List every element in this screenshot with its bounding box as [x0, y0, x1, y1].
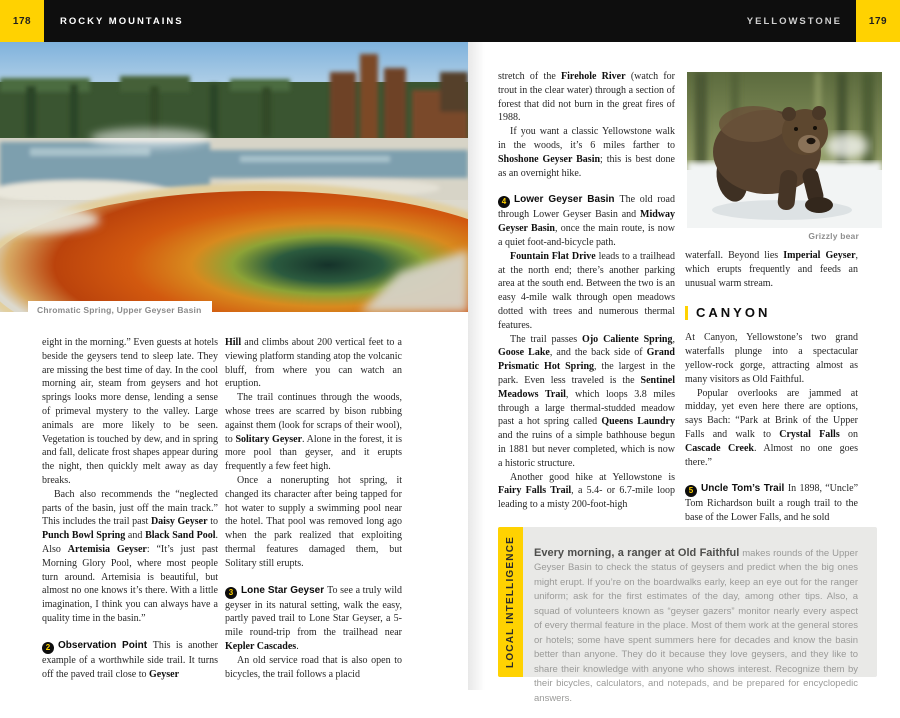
right-section-title: YELLOWSTONE: [746, 15, 842, 27]
left-page-number: 178: [0, 0, 44, 42]
photo-caption: Chromatic Spring, Upper Geyser Basin: [28, 301, 212, 320]
chromatic-spring-photo: [0, 42, 468, 312]
paragraph: eight in the morning.” Even guests at hotels beside the geysers tend to sleep late. They are missing the best time of day. In the cool morning air, steam from geysers and hot springs looks more dense, lending a sense of primeval mystery to the valley. Large animals are more likely to be seen. Vegetation is touched by dew, and in spring and fall, delicate frost shapes appear during the night, then quickly melt away as day breaks.: [42, 337, 218, 486]
page-header: [0, 0, 900, 42]
local-intelligence-strip: [498, 527, 523, 677]
entry-title: Lone Star Geyser: [241, 584, 328, 596]
local-intelligence-box: [498, 527, 877, 704]
paragraph: The trail continues through the woods, whose trees are scarred by bison rubbing against them (look for scraps of their wool), to Solitary Geyser. Alone in the forest, it is more pool than geyser, and it erupts frequently a few feet high.: [225, 392, 402, 473]
numbered-entry-paragraph: 5 Uncle Tom’s Trail In 1898, “Uncle” Tom Richardson built a rough trail to the base of the Lower Falls, and he sold: [685, 483, 859, 524]
chromatic-spring-illustration: [0, 42, 468, 312]
paragraph: If you want a classic Yellowstone walk in the woods, it’s 6 miles farther to Shoshone Geyser Basin; this is best done as an overnight hike.: [498, 126, 675, 179]
paragraph: Once a nonerupting hot spring, it changed its character after being tapped for hot water to supply a swimming pool near the hotel. That pool was removed long ago when the park realized that exploiting thermal features damaged them, but Solitary still erupts.: [225, 474, 402, 569]
local-intelligence-lead: Every morning, a ranger at Old Faithful: [534, 546, 740, 559]
left-section-title: ROCKY MOUNTAINS: [60, 15, 184, 27]
section-heading: [685, 305, 858, 320]
paragraph: Popular overlooks are jammed at midday, yet even here there are options, says Bach: “Park at Brink of the Upper Falls and walk to Crystal Falls on Cascade Creek. Almost no one goes there.”: [685, 387, 858, 468]
local-intelligence-body: makes rounds of the Upper Geyser Basin to check the status of geysers and predict when the big ones might erupt. If you’re on the boardwalks early, keep an eye out for the ranger uniform; ask for the first estimates of the day, among other tips. Also, a squad of volunteers known as “geyser gazers” monitor nearly every aspect of every thermal feature in the place. Most of them work at the general stores or hotels; some have spent summers here for decades and know the basin better than anyone. They do it because they love geysers, and they like to share their knowledge with anyone who shows interest. Recognize them by their bicycles, calculators, and notepads, and be prepared for encyclopedic answers.: [534, 547, 858, 704]
entry-number-badge: 5: [685, 485, 697, 497]
section-heading-label: CANYON: [696, 305, 771, 321]
paragraph: waterfall. Beyond lies Imperial Geyser, which erupts frequently and feeds an unusual warm stream.: [685, 250, 859, 289]
paragraph: The trail passes Ojo Caliente Spring, Goose Lake, and the back side of Grand Prismatic Hot Spring, the largest in the park. Even less traveled is the Sentinel Meadows Trail, which loops 3.8 miles through a large thermal-studded meadow past a hot spring called Queens Laundry and the ruins of a simple bathhouse begun in 1881 but never completed, which is now a historic structure.: [498, 333, 676, 469]
page178-column-1: [42, 336, 218, 681]
entry-title: Uncle Tom’s Trail: [701, 483, 788, 495]
heading-accent-bar: [685, 306, 688, 320]
page178-column-2: [225, 336, 402, 681]
paragraph: stretch of the Firehole River (watch for trout in the clear water) through a section of forest that did not burn in the great fires of 1988.: [498, 71, 676, 124]
paragraph: Bach also recommends the “neglected parts of the basin, just off the main track.” This includes the trail past Daisy Geyser to Punch Bowl Spring and Black Sand Pool. Also Artemisia Geyser: “It’s just past Morning Glory Pool, where most people turn around. Artemisia is beautiful, but almost no one knows it’s there. With a little imagination, I think you can always have a quality time in the basin.”: [42, 488, 218, 624]
header-spacer: [184, 0, 747, 42]
entry-number-badge: 4: [498, 196, 510, 208]
photo-caption: Grizzly bear: [808, 231, 859, 241]
paragraph: An old service road that is also open to bicycles, the trail follows a placid: [225, 654, 402, 680]
paragraph: Hill and climbs about 200 vertical feet to a viewing platform standing atop the volcanic bluff, from where you can watch an eruption.: [225, 337, 402, 390]
numbered-entry-paragraph: 3 Lone Star Geyser To see a truly wild geyser in its natural setting, walk the easy, partly paved trail to Lone Star Geyser, a 5-mile round-trip from the trailhead near Kepler Cascades.: [225, 584, 402, 652]
numbered-entry-paragraph: 2 Observation Point This is another example of a worthwhile side trail. It turns off the paved trail close to Geyser: [42, 639, 218, 680]
page-gutter: [468, 42, 496, 690]
entry-number-badge: 2: [42, 642, 54, 654]
right-page-number: 179: [856, 0, 900, 42]
grizzly-bear-photo: [687, 72, 882, 228]
page179-column-2: [685, 249, 858, 525]
local-intelligence-text: [534, 546, 858, 707]
page179-column-1: [498, 70, 675, 512]
paragraph: At Canyon, Yellowstone’s two grand waterfalls plunge into a spectacular yellow-rock gorge, attracting almost as many visitors as Old Faithful.: [685, 332, 858, 385]
grizzly-bear-illustration: [687, 72, 882, 228]
numbered-entry-paragraph: 4 Lower Geyser Basin The old road through Lower Geyser Basin and Midway Geyser Basin, once the main route, is now a quiet foot-and-bicycle path.: [498, 194, 675, 248]
local-intelligence-label: LOCAL INTELLIGENCE: [505, 536, 516, 668]
entry-title: Lower Geyser Basin: [514, 194, 620, 206]
paragraph: Fountain Flat Drive leads to a trailhead at the north end; there’s another parking area at the south end. Between the two is an easy 4-mile walk through open meadows dotted with trees and numerous thermal features.: [498, 250, 675, 331]
paragraph: Another good hike at Yellowstone is Fairy Falls Trail, a 5.4- or 6.7-mile loop leading to a misty 200-foot-high: [498, 471, 676, 511]
entry-title: Observation Point: [58, 639, 153, 651]
entry-number-badge: 3: [225, 587, 237, 599]
